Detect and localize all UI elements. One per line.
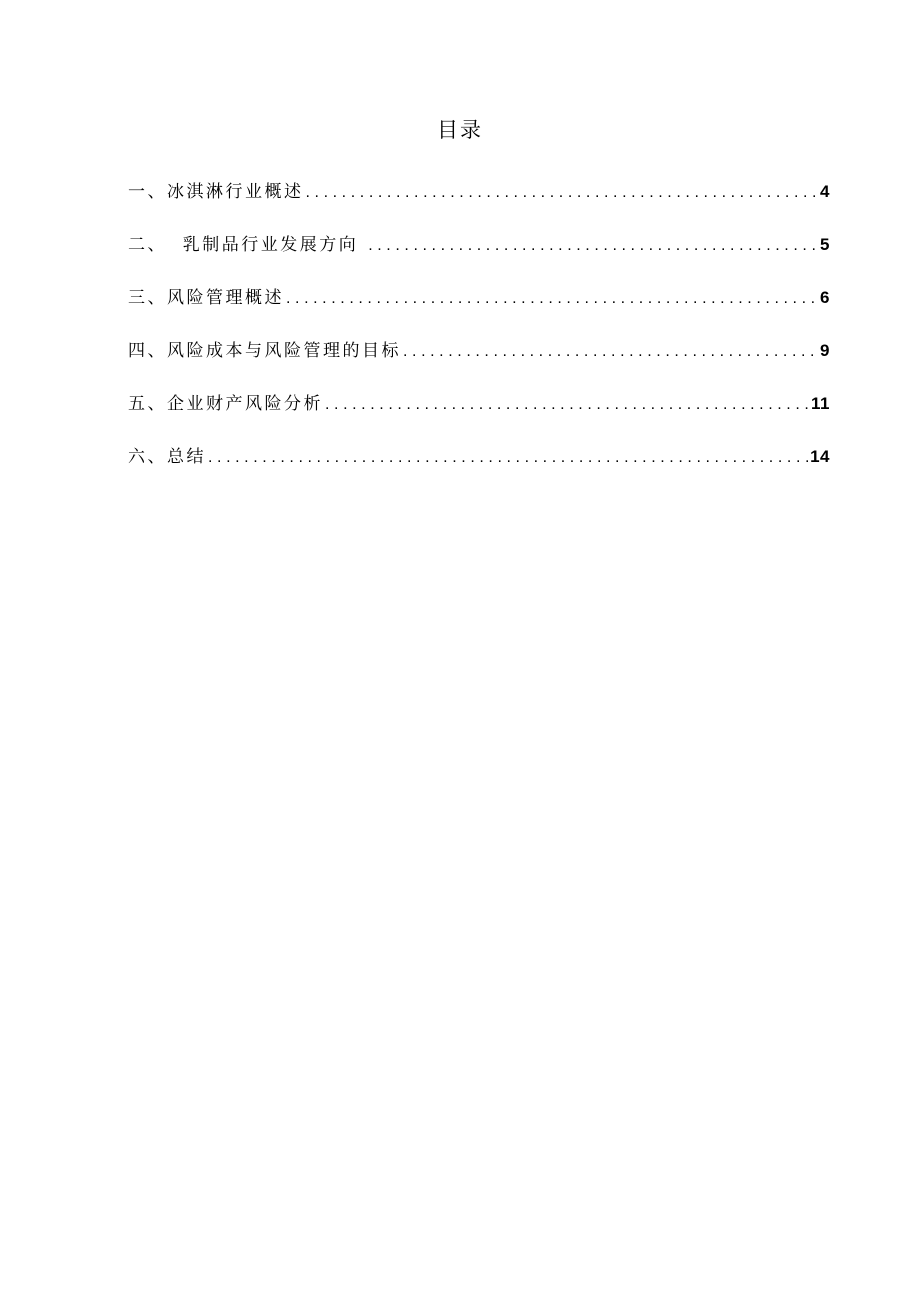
toc-entry-page-number: 6 <box>820 288 830 307</box>
toc-entry-label: 五、企业财产风险分析 <box>128 394 323 414</box>
toc-entry-label: 一、冰淇淋行业概述 <box>128 182 304 202</box>
dot-leader <box>306 179 819 207</box>
toc-entry-page-number: 4 <box>820 182 830 201</box>
dot-leader <box>325 391 809 419</box>
toc-entry-label: 四、风险成本与风险管理的目标 <box>128 341 401 361</box>
toc-entry-page-number: 5 <box>820 235 830 254</box>
toc-entry[interactable] <box>128 390 830 443</box>
dot-leader <box>403 338 818 366</box>
toc-entry-label: 二、 乳制品行业发展方向 <box>128 235 367 255</box>
toc-entry-label: 三、风险管理概述 <box>128 288 284 308</box>
toc-entry-page-number: 11 <box>811 394 830 413</box>
toc-entry-page-number: 14 <box>810 447 830 466</box>
toc-entry[interactable] <box>128 284 830 337</box>
table-of-contents <box>128 178 830 496</box>
toc-entry[interactable] <box>128 443 830 496</box>
toc-entry-label: 六、总结 <box>128 447 206 467</box>
toc-entry[interactable] <box>128 337 830 390</box>
toc-entry-page-number: 9 <box>820 341 830 360</box>
dot-leader <box>208 444 808 472</box>
toc-title: 目录 <box>437 118 483 142</box>
toc-entry[interactable] <box>128 231 830 284</box>
dot-leader <box>286 285 818 313</box>
toc-entry[interactable] <box>128 178 830 231</box>
dot-leader <box>368 232 818 260</box>
